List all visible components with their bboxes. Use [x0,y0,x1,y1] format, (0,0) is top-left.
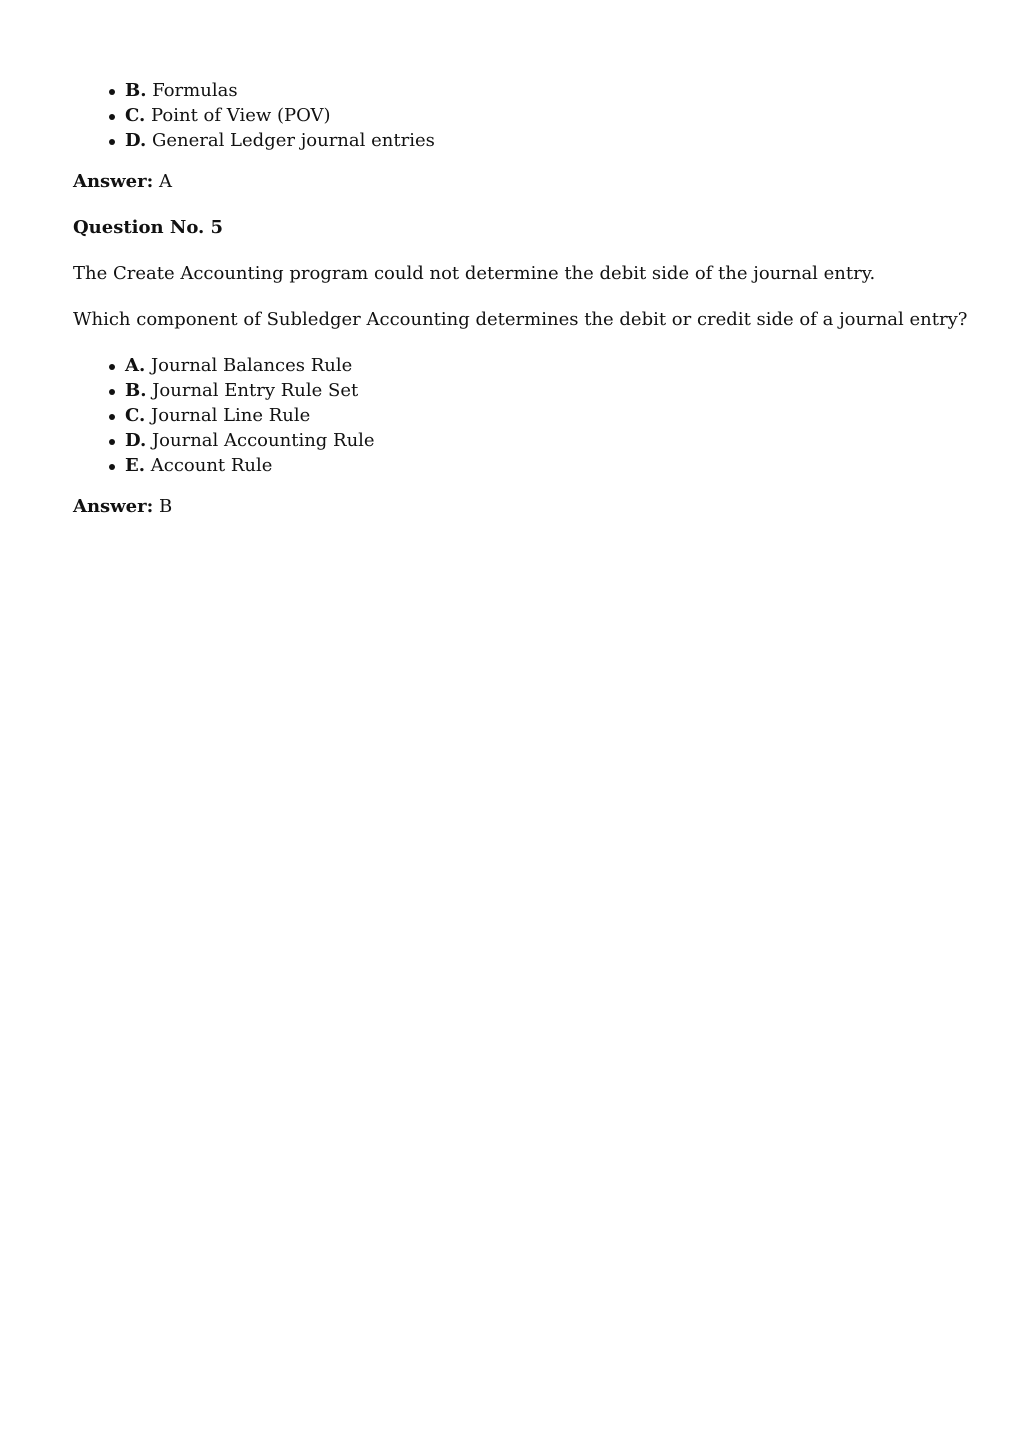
option-text: Journal Entry Rule Set [152,380,359,401]
option-text: Journal Line Rule [151,405,311,426]
option-text: Formulas [152,80,238,101]
option-letter: A. [125,355,146,376]
option-c [125,403,1024,428]
option-text: Journal Accounting Rule [151,430,375,451]
prev-question-options [73,78,1024,153]
option-text: Journal Balances Rule [150,355,353,376]
option-text: Point of View (POV) [151,105,331,126]
question5-answer [73,494,1024,519]
option-letter: B. [125,80,147,101]
option-letter: E. [125,455,145,476]
option-letter: D. [125,130,147,151]
option-text: Account Rule [150,455,273,476]
answer-value: A [159,171,172,192]
question-paragraph-2: Which component of Subledger Accounting determines the debit or credit side of a journal entry? [73,309,968,330]
question5-options [73,353,1024,478]
question-title: Question No. 5 [73,217,224,238]
option-b [125,78,1024,103]
option-b [125,378,1024,403]
answer-label: Answer: [73,171,154,192]
option-letter: C. [125,105,146,126]
option-letter: C. [125,405,146,426]
option-letter: B. [125,380,147,401]
option-text: General Ledger journal entries [151,130,435,151]
option-e [125,453,1024,478]
option-letter: D. [125,430,147,451]
option-d [125,428,1024,453]
option-d [125,128,1024,153]
answer-label: Answer: [73,496,154,517]
prev-answer [73,169,1024,194]
option-a [125,353,1024,378]
option-c [125,103,1024,128]
question-paragraph-1: The Create Accounting program could not determine the debit side of the journal entry. [73,263,876,284]
answer-value: B [159,496,173,517]
